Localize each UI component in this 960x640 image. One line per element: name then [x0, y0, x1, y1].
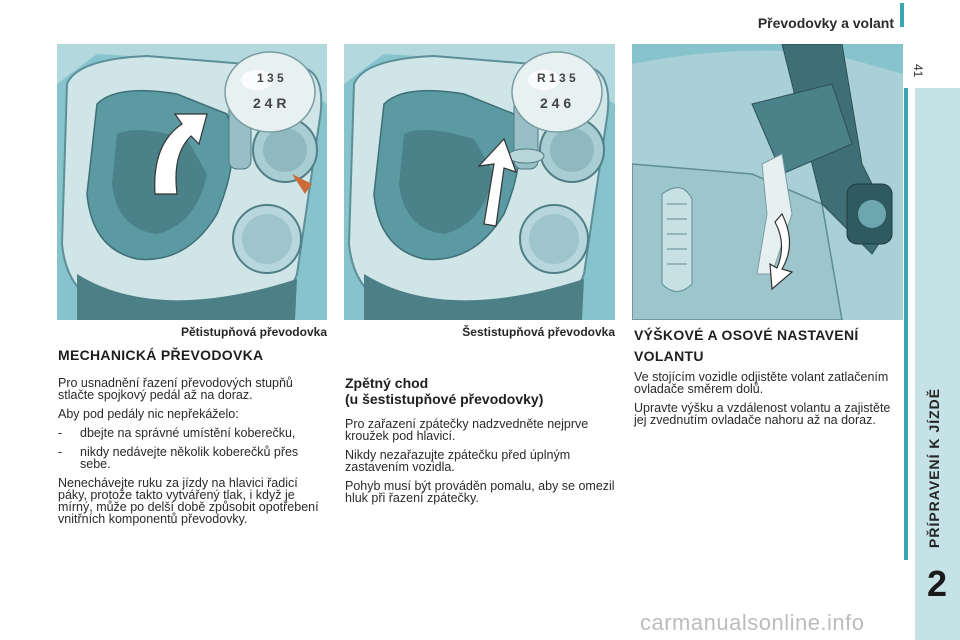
paragraph: Nenechávejte ruku za jízdy na hlavici řadicí páky, protože takto vytvářený tlak, i když je mírný, může po delší době způsobit opotřebení vnitřních komponentů převodovky.	[58, 476, 319, 526]
sidebar-accent-line	[904, 88, 908, 560]
knob-top-numbers: R 1 3 5	[537, 71, 576, 85]
paragraph: Pro zařazení zpátečky nadzvedněte nejprve kroužek pod hlavicí.	[345, 417, 589, 443]
steering-text	[634, 371, 904, 433]
paragraph: Pro usnadnění řazení převodových stupňů stlačte spojkový pedál až na doraz.	[58, 376, 293, 402]
paragraph: Ve stojícím vozidle odjistěte volant zatlačením ovladače směrem dolů.	[634, 370, 889, 396]
header-accent-bar	[900, 3, 904, 27]
six-speed-gearbox-photo	[344, 44, 615, 320]
page-header-title: Převodovky a volant	[757, 15, 894, 31]
knob-bottom-numbers: 2 4 R	[253, 95, 287, 111]
steering-heading: VÝŠKOVÉ A OSOVÉ NASTAVENÍ VOLANTU	[634, 327, 859, 364]
six-speed-caption: Šestistupňová převodovka	[462, 325, 615, 339]
steering-column-photo	[632, 44, 903, 320]
paragraph: Pohyb musí být prováděn pomalu, aby se omezil hluk při řazení zpátečky.	[345, 479, 615, 505]
manual-gearbox-heading: MECHANICKÁ PŘEVODOVKA	[58, 347, 264, 363]
reverse-text	[345, 418, 615, 511]
chapter-number: 2	[926, 563, 948, 604]
paragraph: Nikdy nezařazujte zpátečku před úplným zastavením vozidla.	[345, 448, 571, 474]
knob-top-numbers: 1 3 5	[257, 71, 284, 85]
chapter-title: PŘÍPRAVENÍ K JÍZDĚ	[926, 387, 942, 548]
five-speed-gearbox-photo	[57, 44, 327, 320]
manual-gearbox-text	[58, 377, 326, 532]
five-speed-caption: Pětistupňová převodovka	[180, 325, 327, 339]
knob-bottom-numbers: 2 4 6	[540, 95, 572, 111]
reverse-heading: Zpětný chod (u šestistupňové převodovky)	[345, 375, 544, 407]
watermark: carmanualsonline.info	[640, 610, 865, 635]
page-number: 41	[911, 64, 925, 78]
paragraph: Aby pod pedály nic nepřekáželo:	[58, 407, 239, 421]
paragraph: Upravte výšku a vzdálenost volantu a zajistěte jej zvednutím ovladače nahoru až na doraz.	[634, 401, 891, 427]
list-item: - dbejte na správné umístění koberečku,	[58, 426, 296, 440]
list-item: - nikdy nedávejte několik koberečků přes sebe.	[58, 445, 299, 471]
